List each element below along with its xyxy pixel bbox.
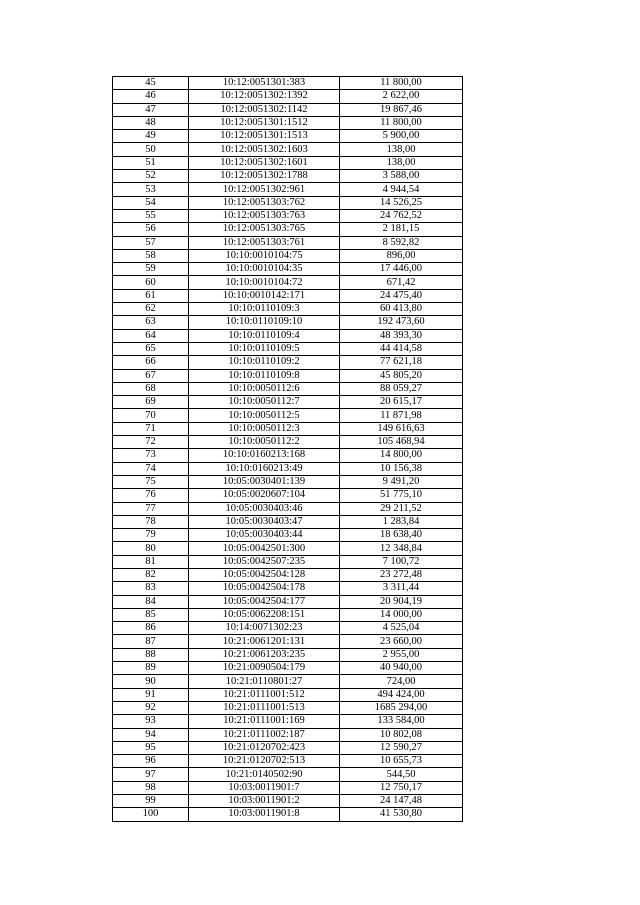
value-cell: 5 900,00 (340, 130, 463, 143)
cadastral-number-cell: 10:10:0010104:75 (189, 249, 340, 262)
value-cell: 18 638,40 (340, 529, 463, 542)
table-row (113, 156, 463, 169)
cadastral-number-cell: 10:03:0011901:7 (189, 781, 340, 794)
cadastral-number-cell: 10:05:0042504:177 (189, 595, 340, 608)
cadastral-value-table (112, 76, 463, 822)
table-row (113, 209, 463, 222)
table-row (113, 196, 463, 209)
row-number-cell: 90 (113, 675, 189, 688)
row-number-cell: 71 (113, 422, 189, 435)
cadastral-number-cell: 10:12:0051302:961 (189, 183, 340, 196)
table-row (113, 143, 463, 156)
cadastral-number-cell: 10:12:0051301:1512 (189, 116, 340, 129)
table-row (113, 635, 463, 648)
cadastral-number-cell: 10:05:0042501:300 (189, 542, 340, 555)
value-cell: 23 660,00 (340, 635, 463, 648)
value-cell: 671,42 (340, 276, 463, 289)
value-cell: 192 473,60 (340, 316, 463, 329)
cadastral-number-cell: 10:21:0061203:235 (189, 648, 340, 661)
cadastral-number-cell: 10:12:0051302:1603 (189, 143, 340, 156)
value-cell: 138,00 (340, 143, 463, 156)
value-cell: 24 475,40 (340, 289, 463, 302)
value-cell: 11 871,98 (340, 409, 463, 422)
value-cell: 10 655,73 (340, 755, 463, 768)
cadastral-number-cell: 10:05:0042507:235 (189, 555, 340, 568)
cadastral-number-cell: 10:10:0050112:2 (189, 436, 340, 449)
row-number-cell: 73 (113, 449, 189, 462)
value-cell: 12 750,17 (340, 781, 463, 794)
table-row (113, 342, 463, 355)
value-cell: 1685 294,00 (340, 701, 463, 714)
table-row (113, 462, 463, 475)
cadastral-number-cell: 10:12:0051301:383 (189, 77, 340, 90)
cadastral-number-cell: 10:10:0110109:10 (189, 316, 340, 329)
value-cell: 2 955,00 (340, 648, 463, 661)
cadastral-number-cell: 10:10:0110109:8 (189, 369, 340, 382)
row-number-cell: 87 (113, 635, 189, 648)
cadastral-number-cell: 10:05:0030401:139 (189, 475, 340, 488)
table-row (113, 130, 463, 143)
table-row (113, 622, 463, 635)
table-row (113, 369, 463, 382)
value-cell: 133 584,00 (340, 715, 463, 728)
table-row (113, 555, 463, 568)
table-row (113, 715, 463, 728)
cadastral-number-cell: 10:21:0090504:179 (189, 662, 340, 675)
value-cell: 48 393,30 (340, 329, 463, 342)
cadastral-number-cell: 10:05:0020607:104 (189, 489, 340, 502)
row-number-cell: 77 (113, 502, 189, 515)
table-row (113, 595, 463, 608)
table-row (113, 183, 463, 196)
row-number-cell: 51 (113, 156, 189, 169)
cadastral-number-cell: 10:10:0110109:2 (189, 356, 340, 369)
value-cell: 24 762,52 (340, 209, 463, 222)
row-number-cell: 100 (113, 808, 189, 821)
table-row (113, 529, 463, 542)
cadastral-number-cell: 10:10:0050112:5 (189, 409, 340, 422)
value-cell: 60 413,80 (340, 303, 463, 316)
value-cell: 23 272,48 (340, 568, 463, 581)
cadastral-number-cell: 10:12:0051302:1142 (189, 103, 340, 116)
value-cell: 12 590,27 (340, 741, 463, 754)
value-cell: 105 468,94 (340, 436, 463, 449)
cadastral-number-cell: 10:10:0110109:4 (189, 329, 340, 342)
table-row (113, 755, 463, 768)
cadastral-number-cell: 10:10:0050112:3 (189, 422, 340, 435)
row-number-cell: 62 (113, 303, 189, 316)
table-row (113, 116, 463, 129)
cadastral-number-cell: 10:03:0011901:2 (189, 795, 340, 808)
value-cell: 149 616,63 (340, 422, 463, 435)
row-number-cell: 58 (113, 249, 189, 262)
row-number-cell: 66 (113, 356, 189, 369)
cadastral-number-cell: 10:21:0061201:131 (189, 635, 340, 648)
row-number-cell: 97 (113, 768, 189, 781)
cadastral-number-cell: 10:05:0042504:128 (189, 568, 340, 581)
row-number-cell: 47 (113, 103, 189, 116)
row-number-cell: 55 (113, 209, 189, 222)
value-cell: 544,50 (340, 768, 463, 781)
row-number-cell: 53 (113, 183, 189, 196)
row-number-cell: 57 (113, 236, 189, 249)
table-row (113, 701, 463, 714)
row-number-cell: 83 (113, 582, 189, 595)
row-number-cell: 65 (113, 342, 189, 355)
cadastral-number-cell: 10:12:0051303:762 (189, 196, 340, 209)
value-cell: 11 800,00 (340, 116, 463, 129)
value-cell: 19 867,46 (340, 103, 463, 116)
row-number-cell: 93 (113, 715, 189, 728)
value-cell: 88 059,27 (340, 382, 463, 395)
cadastral-number-cell: 10:10:0010104:72 (189, 276, 340, 289)
cadastral-number-cell: 10:12:0051303:763 (189, 209, 340, 222)
cadastral-number-cell: 10:10:0160213:168 (189, 449, 340, 462)
value-cell: 3 311,44 (340, 582, 463, 595)
row-number-cell: 64 (113, 329, 189, 342)
table-row (113, 768, 463, 781)
table-row (113, 449, 463, 462)
row-number-cell: 99 (113, 795, 189, 808)
row-number-cell: 98 (113, 781, 189, 794)
value-cell: 4 525,04 (340, 622, 463, 635)
cadastral-number-cell: 10:21:0120702:423 (189, 741, 340, 754)
value-cell: 44 414,58 (340, 342, 463, 355)
cadastral-number-cell: 10:10:0010104:35 (189, 263, 340, 276)
row-number-cell: 60 (113, 276, 189, 289)
row-number-cell: 50 (113, 143, 189, 156)
value-cell: 2 181,15 (340, 223, 463, 236)
cadastral-number-cell: 10:10:0050112:7 (189, 396, 340, 409)
value-cell: 4 944,54 (340, 183, 463, 196)
table-row (113, 648, 463, 661)
cadastral-number-cell: 10:12:0051303:761 (189, 236, 340, 249)
cadastral-number-cell: 10:21:0111001:513 (189, 701, 340, 714)
row-number-cell: 94 (113, 728, 189, 741)
row-number-cell: 96 (113, 755, 189, 768)
cadastral-number-cell: 10:21:0120702:513 (189, 755, 340, 768)
table-row (113, 688, 463, 701)
table-row (113, 77, 463, 90)
table-row (113, 382, 463, 395)
cadastral-number-cell: 10:05:0030403:47 (189, 515, 340, 528)
table-row (113, 808, 463, 821)
row-number-cell: 74 (113, 462, 189, 475)
value-cell: 896,00 (340, 249, 463, 262)
row-number-cell: 95 (113, 741, 189, 754)
row-number-cell: 76 (113, 489, 189, 502)
row-number-cell: 80 (113, 542, 189, 555)
table-row (113, 249, 463, 262)
row-number-cell: 48 (113, 116, 189, 129)
value-cell: 14 800,00 (340, 449, 463, 462)
row-number-cell: 72 (113, 436, 189, 449)
cadastral-number-cell: 10:21:0110801:27 (189, 675, 340, 688)
table-row (113, 276, 463, 289)
cadastral-number-cell: 10:05:0042504:178 (189, 582, 340, 595)
cadastral-number-cell: 10:21:0111001:169 (189, 715, 340, 728)
table-row (113, 781, 463, 794)
value-cell: 14 526,25 (340, 196, 463, 209)
value-cell: 10 802,08 (340, 728, 463, 741)
row-number-cell: 91 (113, 688, 189, 701)
row-number-cell: 82 (113, 568, 189, 581)
table-row (113, 303, 463, 316)
table-row (113, 103, 463, 116)
row-number-cell: 61 (113, 289, 189, 302)
cadastral-number-cell: 10:10:0050112:6 (189, 382, 340, 395)
value-cell: 77 621,18 (340, 356, 463, 369)
table-row (113, 675, 463, 688)
value-cell: 3 588,00 (340, 170, 463, 183)
cadastral-number-cell: 10:21:0111002:187 (189, 728, 340, 741)
value-cell: 29 211,52 (340, 502, 463, 515)
row-number-cell: 89 (113, 662, 189, 675)
value-cell: 45 805,20 (340, 369, 463, 382)
value-cell: 724,00 (340, 675, 463, 688)
value-cell: 14 000,00 (340, 608, 463, 621)
row-number-cell: 81 (113, 555, 189, 568)
row-number-cell: 52 (113, 170, 189, 183)
row-number-cell: 49 (113, 130, 189, 143)
table-row (113, 502, 463, 515)
value-cell: 7 100,72 (340, 555, 463, 568)
cadastral-number-cell: 10:12:0051301:1513 (189, 130, 340, 143)
table-row (113, 436, 463, 449)
row-number-cell: 85 (113, 608, 189, 621)
value-cell: 494 424,00 (340, 688, 463, 701)
table-row (113, 568, 463, 581)
table-row (113, 316, 463, 329)
value-cell: 10 156,38 (340, 462, 463, 475)
table-row (113, 608, 463, 621)
cadastral-number-cell: 10:05:0062208:151 (189, 608, 340, 621)
table-row (113, 422, 463, 435)
cadastral-number-cell: 10:12:0051302:1601 (189, 156, 340, 169)
row-number-cell: 84 (113, 595, 189, 608)
table-row (113, 542, 463, 555)
cadastral-number-cell: 10:03:0011901:8 (189, 808, 340, 821)
table-row (113, 515, 463, 528)
table-row (113, 356, 463, 369)
row-number-cell: 45 (113, 77, 189, 90)
table-row (113, 728, 463, 741)
value-cell: 2 622,00 (340, 90, 463, 103)
row-number-cell: 79 (113, 529, 189, 542)
table-row (113, 409, 463, 422)
table-row (113, 90, 463, 103)
table-row (113, 795, 463, 808)
row-number-cell: 56 (113, 223, 189, 236)
row-number-cell: 86 (113, 622, 189, 635)
row-number-cell: 46 (113, 90, 189, 103)
value-cell: 51 775,10 (340, 489, 463, 502)
value-cell: 8 592,82 (340, 236, 463, 249)
table-row (113, 263, 463, 276)
cadastral-number-cell: 10:05:0030403:44 (189, 529, 340, 542)
value-cell: 24 147,48 (340, 795, 463, 808)
row-number-cell: 54 (113, 196, 189, 209)
value-cell: 17 446,00 (340, 263, 463, 276)
table-row (113, 289, 463, 302)
table-row (113, 475, 463, 488)
cadastral-number-cell: 10:10:0010142:171 (189, 289, 340, 302)
cadastral-number-cell: 10:10:0110109:5 (189, 342, 340, 355)
row-number-cell: 69 (113, 396, 189, 409)
value-cell: 1 283,84 (340, 515, 463, 528)
table-row (113, 582, 463, 595)
row-number-cell: 70 (113, 409, 189, 422)
row-number-cell: 67 (113, 369, 189, 382)
cadastral-number-cell: 10:14:0071302:23 (189, 622, 340, 635)
cadastral-number-cell: 10:12:0051303:765 (189, 223, 340, 236)
value-cell: 20 615,17 (340, 396, 463, 409)
table-row (113, 170, 463, 183)
cadastral-number-cell: 10:21:0111001:512 (189, 688, 340, 701)
value-cell: 12 348,84 (340, 542, 463, 555)
value-cell: 11 800,00 (340, 77, 463, 90)
row-number-cell: 68 (113, 382, 189, 395)
table-row (113, 236, 463, 249)
row-number-cell: 75 (113, 475, 189, 488)
value-cell: 9 491,20 (340, 475, 463, 488)
row-number-cell: 63 (113, 316, 189, 329)
cadastral-number-cell: 10:05:0030403:46 (189, 502, 340, 515)
cadastral-number-cell: 10:10:0110109:3 (189, 303, 340, 316)
table-row (113, 662, 463, 675)
value-cell: 40 940,00 (340, 662, 463, 675)
table-row (113, 329, 463, 342)
table-row (113, 223, 463, 236)
table-body (113, 77, 463, 822)
value-cell: 20 904,19 (340, 595, 463, 608)
table-row (113, 489, 463, 502)
cadastral-number-cell: 10:12:0051302:1392 (189, 90, 340, 103)
cadastral-number-cell: 10:12:0051302:1788 (189, 170, 340, 183)
value-cell: 41 530,80 (340, 808, 463, 821)
cadastral-number-cell: 10:10:0160213:49 (189, 462, 340, 475)
table-row (113, 396, 463, 409)
row-number-cell: 88 (113, 648, 189, 661)
row-number-cell: 59 (113, 263, 189, 276)
cadastral-number-cell: 10:21:0140502:90 (189, 768, 340, 781)
table-row (113, 741, 463, 754)
value-cell: 138,00 (340, 156, 463, 169)
row-number-cell: 78 (113, 515, 189, 528)
row-number-cell: 92 (113, 701, 189, 714)
